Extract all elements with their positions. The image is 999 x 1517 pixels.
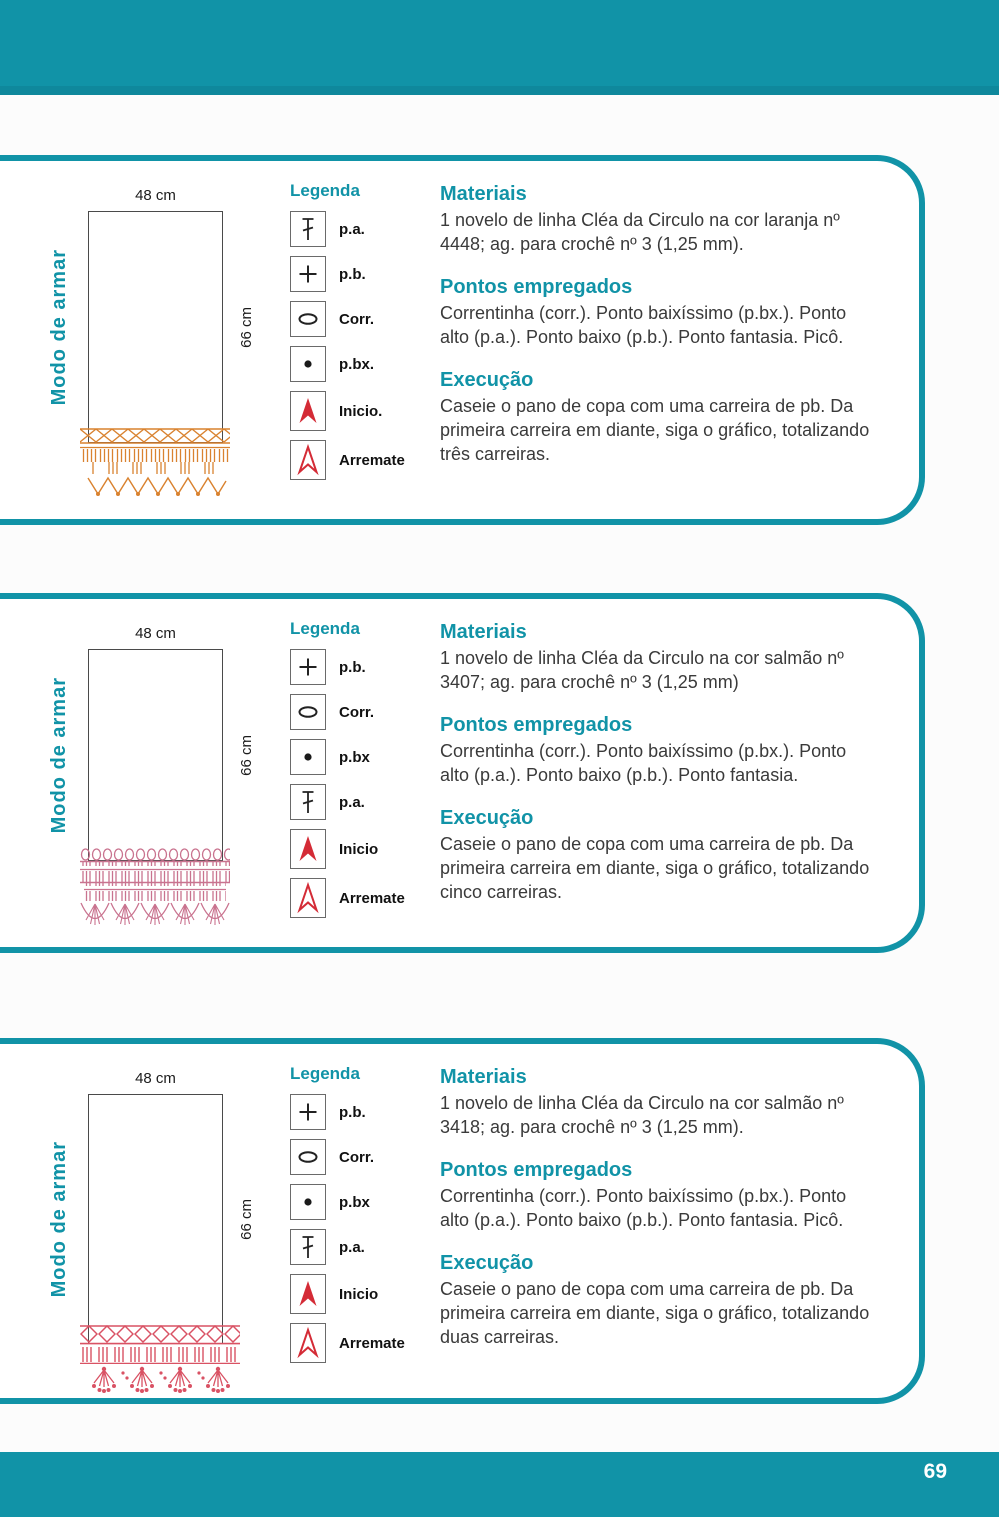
legend bbox=[290, 161, 440, 519]
section-body: Correntinha (corr.). Ponto baixíssimo (p.bx.). Ponto alto (p.a.). Ponto baixo (p.b.). Ponto fantasia. Picô. bbox=[440, 1185, 847, 1230]
pa-stitch-icon bbox=[290, 784, 326, 820]
pattern-panel-1 bbox=[0, 155, 925, 525]
height-dimension-label: 66 cm bbox=[237, 306, 255, 348]
section-body: Caseie o pano de copa com uma carreira de pb. Da primeira carreira em diante, siga o gráfico, totalizando duas carreiras. bbox=[440, 1278, 870, 1347]
pa-stitch-icon bbox=[290, 211, 326, 247]
legend-title: Legenda bbox=[290, 181, 360, 200]
assembly-diagram bbox=[0, 599, 290, 947]
legend-item: Inicio bbox=[290, 1274, 440, 1314]
footer-bar bbox=[0, 1452, 999, 1517]
instructions-column bbox=[440, 161, 919, 519]
legend-item: Inicio. bbox=[290, 391, 440, 431]
section-heading: Pontos empregados bbox=[440, 1158, 633, 1181]
section-body: Caseie o pano de copa com uma carreira de pb. Da primeira carreira em diante, siga o gráfico, totalizando cinco carreiras. bbox=[440, 833, 870, 902]
slip-stitch-icon bbox=[290, 739, 326, 775]
legend-item: p.a. bbox=[290, 211, 440, 247]
towel-outline bbox=[88, 1094, 223, 1344]
start-arrow-icon bbox=[290, 1274, 326, 1314]
slip-stitch-icon bbox=[290, 1184, 326, 1220]
stitches-section bbox=[440, 1159, 871, 1233]
legend-item: p.a. bbox=[290, 784, 440, 820]
chain-icon bbox=[290, 301, 326, 337]
section-heading: Materiais bbox=[440, 183, 527, 205]
legend-item: p.b. bbox=[290, 256, 440, 292]
execution-section bbox=[440, 807, 871, 905]
towel-outline bbox=[88, 211, 223, 443]
finish-arrow-icon bbox=[290, 878, 326, 918]
materials-section bbox=[440, 1066, 871, 1140]
legend-item: Inicio bbox=[290, 829, 440, 869]
legend-item: p.bx. bbox=[290, 346, 440, 382]
header-bar bbox=[0, 0, 999, 95]
crochet-edging-drawing bbox=[80, 848, 230, 928]
chain-icon bbox=[290, 694, 326, 730]
legend-item: p.bx bbox=[290, 1184, 440, 1220]
pa-stitch-icon bbox=[290, 1229, 326, 1265]
crochet-edging-drawing bbox=[80, 428, 230, 498]
legend-item: p.b. bbox=[290, 649, 440, 685]
stitches-section bbox=[440, 714, 871, 788]
crochet-edging-drawing bbox=[80, 1325, 240, 1401]
width-dimension-label: 48 cm bbox=[135, 625, 176, 642]
materials-section bbox=[440, 183, 871, 257]
legend bbox=[290, 1044, 440, 1398]
assembly-diagram bbox=[0, 161, 290, 519]
section-heading: Pontos empregados bbox=[440, 275, 633, 298]
legend-item: p.a. bbox=[290, 1229, 440, 1265]
finish-arrow-icon bbox=[290, 1323, 326, 1363]
pattern-panel-3 bbox=[0, 1038, 925, 1404]
section-heading: Materiais bbox=[440, 621, 527, 643]
legend-item: Corr. bbox=[290, 1139, 440, 1175]
chain-icon bbox=[290, 1139, 326, 1175]
legend-title: Legenda bbox=[290, 1064, 360, 1083]
section-body: 1 novelo de linha Cléa da Circulo na cor laranja nº 4448; ag. para crochê nº 3 (1,25 mm). bbox=[440, 210, 840, 254]
towel-outline bbox=[88, 649, 223, 861]
width-dimension-label: 48 cm bbox=[135, 187, 176, 204]
execution-section bbox=[440, 1252, 871, 1350]
pb-stitch-icon bbox=[290, 1094, 326, 1130]
section-heading: Execução bbox=[440, 806, 534, 829]
legend-title: Legenda bbox=[290, 619, 360, 638]
instructions-column bbox=[440, 599, 919, 947]
start-arrow-icon bbox=[290, 829, 326, 869]
legend-item: Corr. bbox=[290, 301, 440, 337]
section-body: Correntinha (corr.). Ponto baixíssimo (p.bx.). Ponto alto (p.a.). Ponto baixo (p.b.). Ponto fantasia. Picô. bbox=[440, 302, 847, 347]
slip-stitch-icon bbox=[290, 346, 326, 382]
section-body: 1 novelo de linha Cléa da Circulo na cor salmão nº 3418; ag. para crochê nº 3 (1,25 mm). bbox=[440, 1093, 844, 1137]
materials-section bbox=[440, 621, 871, 695]
legend-item: Arremate bbox=[290, 878, 440, 918]
page-number: 69 bbox=[923, 1460, 947, 1483]
section-body: 1 novelo de linha Cléa da Circulo na cor salmão nº 3407; ag. para crochê nº 3 (1,25 mm) bbox=[440, 648, 844, 692]
section-heading: Pontos empregados bbox=[440, 713, 633, 736]
diagram-side-title: Modo de armar bbox=[47, 248, 70, 406]
section-body: Caseie o pano de copa com uma carreira de pb. Da primeira carreira em diante, siga o gráfico, totalizando três carreiras. bbox=[440, 395, 870, 464]
legend-item: Arremate bbox=[290, 1323, 440, 1363]
diagram-side-title: Modo de armar bbox=[47, 676, 70, 834]
section-body: Correntinha (corr.). Ponto baixíssimo (p.bx.). Ponto alto (p.a.). Ponto baixo (p.b.). Ponto fantasia. bbox=[440, 740, 847, 785]
section-heading: Execução bbox=[440, 368, 534, 391]
pb-stitch-icon bbox=[290, 256, 326, 292]
execution-section bbox=[440, 369, 871, 467]
section-heading: Execução bbox=[440, 1251, 534, 1274]
pb-stitch-icon bbox=[290, 649, 326, 685]
legend bbox=[290, 599, 440, 947]
legend-item: Corr. bbox=[290, 694, 440, 730]
section-heading: Materiais bbox=[440, 1066, 527, 1088]
start-arrow-icon bbox=[290, 391, 326, 431]
instructions-column bbox=[440, 1044, 919, 1398]
stitches-section bbox=[440, 276, 871, 350]
legend-item: p.b. bbox=[290, 1094, 440, 1130]
legend-item: p.bx bbox=[290, 739, 440, 775]
finish-arrow-icon bbox=[290, 440, 326, 480]
diagram-side-title: Modo de armar bbox=[47, 1140, 70, 1298]
legend-item: Arremate bbox=[290, 440, 440, 480]
height-dimension-label: 66 cm bbox=[237, 1198, 255, 1240]
width-dimension-label: 48 cm bbox=[135, 1070, 176, 1087]
height-dimension-label: 66 cm bbox=[237, 734, 255, 776]
pattern-panel-2 bbox=[0, 593, 925, 953]
assembly-diagram bbox=[0, 1044, 290, 1398]
